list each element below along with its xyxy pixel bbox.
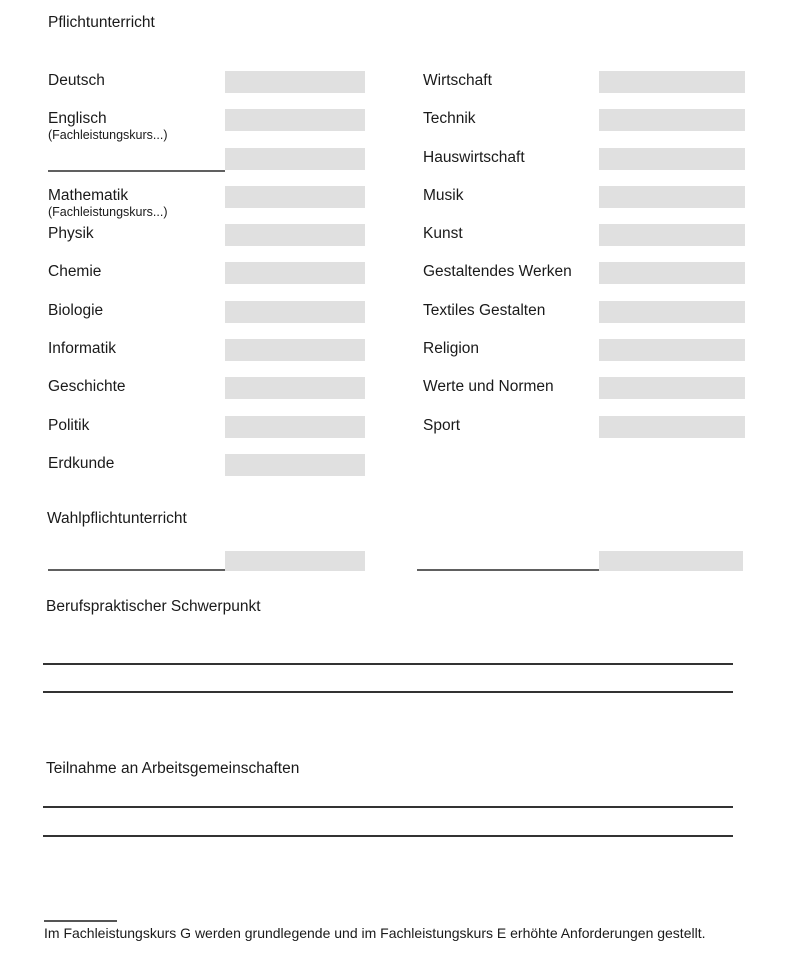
- grade-input-box[interactable]: [599, 262, 745, 284]
- footnote-text: Im Fachleistungskurs G werden grundlegende und im Fachleistungskurs E erhöhte Anforderungen gestellt.: [44, 925, 706, 941]
- grade-input-box[interactable]: [225, 551, 365, 571]
- grade-input-box[interactable]: [225, 377, 365, 399]
- section-title-arbeitsgemeinschaften: Teilnahme an Arbeitsgemeinschaften: [46, 760, 300, 777]
- subject-label: Biologie: [48, 301, 104, 319]
- subject-row: [48, 64, 365, 102]
- grade-input-box[interactable]: [599, 551, 743, 571]
- subject-label: Hauswirtschaft: [423, 148, 525, 166]
- subject-label: Physik: [48, 225, 94, 243]
- subject-row: [423, 141, 745, 179]
- section-title-berufspraktischer-schwerpunkt: Berufspraktischer Schwerpunkt: [46, 598, 261, 615]
- grade-input-box[interactable]: [225, 454, 365, 476]
- subject-row: [48, 217, 365, 255]
- subject-label: Kunst: [423, 225, 463, 243]
- subject-label: Sport: [423, 416, 461, 434]
- write-in-line[interactable]: [43, 806, 733, 808]
- subject-label: Mathematik: [48, 186, 129, 204]
- grade-input-box[interactable]: [599, 186, 745, 208]
- subject-write-in-line[interactable]: [48, 170, 225, 172]
- subject-row: [48, 255, 365, 293]
- grade-input-box[interactable]: [225, 339, 365, 361]
- grade-input-box[interactable]: [225, 224, 365, 246]
- subject-sublabel: (Fachleistungskurs...): [48, 128, 168, 143]
- grade-input-box[interactable]: [225, 109, 365, 131]
- subject-row: [48, 102, 365, 143]
- subject-label: Religion: [423, 340, 480, 358]
- subject-row: [48, 447, 365, 485]
- wahlpflicht-slot: [48, 551, 365, 571]
- subject-row: [423, 370, 745, 408]
- subject-label: Geschichte: [48, 378, 126, 396]
- grade-input-box[interactable]: [599, 301, 745, 323]
- grade-input-box[interactable]: [225, 148, 365, 170]
- grade-input-box[interactable]: [225, 301, 365, 323]
- subject-column-right: [423, 64, 745, 447]
- write-in-line[interactable]: [43, 663, 733, 665]
- wahlpflicht-slot: [417, 551, 743, 571]
- grade-input-box[interactable]: [599, 109, 745, 131]
- subject-sublabel: (Fachleistungskurs...): [48, 204, 168, 219]
- subject-label: Informatik: [48, 340, 117, 358]
- grade-input-box[interactable]: [599, 416, 745, 438]
- subject-label: Erdkunde: [48, 454, 115, 472]
- subject-label: Politik: [48, 416, 90, 434]
- write-in-line[interactable]: [43, 691, 733, 693]
- subject-label: Deutsch: [48, 72, 105, 89]
- grade-input-box[interactable]: [225, 416, 365, 438]
- subject-label: Technik: [423, 110, 476, 128]
- section-title-wahlpflichtunterricht: Wahlpflichtunterricht: [47, 510, 187, 527]
- subject-row: [48, 409, 365, 447]
- write-in-line[interactable]: [43, 835, 733, 837]
- subject-write-in-line[interactable]: [417, 569, 599, 571]
- grade-input-box[interactable]: [599, 224, 745, 246]
- subject-row: [48, 332, 365, 370]
- subject-label: Wirtschaft: [423, 72, 492, 89]
- subject-label: Musik: [423, 186, 464, 204]
- subject-write-in-line[interactable]: [48, 569, 225, 571]
- subject-row: [48, 294, 365, 332]
- grade-input-box[interactable]: [599, 148, 745, 170]
- subject-label: Englisch: [48, 110, 107, 128]
- subject-row: [423, 255, 745, 293]
- grade-input-box[interactable]: [225, 262, 365, 284]
- grade-input-box[interactable]: [225, 186, 365, 208]
- subject-row: [48, 141, 365, 179]
- subject-row: [423, 294, 745, 332]
- subject-label: Werte und Normen: [423, 378, 554, 396]
- subject-label: Textiles Gestalten: [423, 301, 546, 319]
- grade-input-box[interactable]: [225, 71, 365, 93]
- subject-row: [423, 409, 745, 447]
- subject-column-left: [48, 64, 365, 485]
- subject-row: [423, 332, 745, 370]
- subject-label: Chemie: [48, 263, 102, 281]
- footnote-separator: [44, 920, 117, 922]
- section-title-pflichtunterricht: Pflichtunterricht: [48, 14, 155, 31]
- subject-row: [48, 179, 365, 217]
- grade-input-box[interactable]: [599, 339, 745, 361]
- grade-input-box[interactable]: [599, 71, 745, 93]
- grade-input-box[interactable]: [599, 377, 745, 399]
- subject-row: [48, 370, 365, 408]
- subject-row: [423, 179, 745, 217]
- subject-row: [423, 64, 745, 102]
- subject-label: Gestaltendes Werken: [423, 263, 572, 281]
- subject-row: [423, 102, 745, 140]
- subject-row: [423, 217, 745, 255]
